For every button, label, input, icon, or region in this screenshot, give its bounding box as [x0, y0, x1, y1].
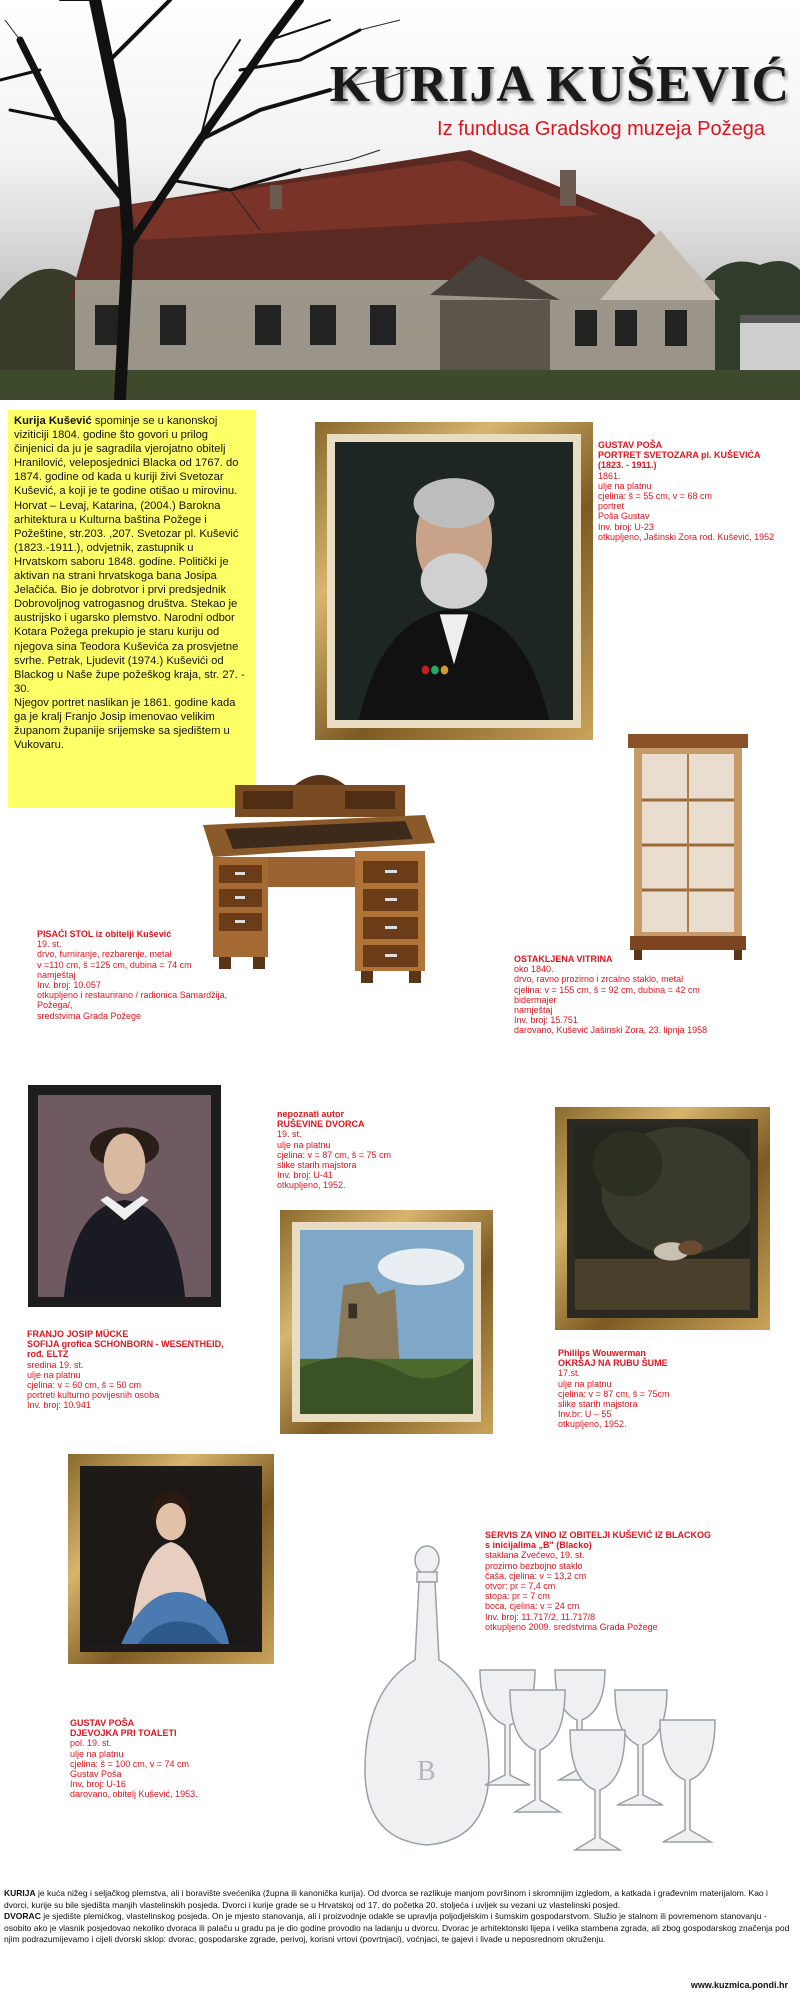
caption-line: PORTRET SVETOZARA pl. KUŠEVIĆA [598, 450, 761, 461]
caption-line: 1861. [598, 470, 621, 481]
caption-line: sredstvima Grada Požege [37, 1010, 142, 1021]
caption-line: pol. 19. st. [70, 1738, 112, 1749]
kurija-lead: KURIJA [4, 1888, 36, 1898]
intro-text-box [8, 410, 256, 808]
caption-line: portreti kulturno povijesnih osoba [27, 1390, 160, 1401]
caption-line: v =110 cm, š =125 cm, dubina = 74 cm [37, 959, 192, 970]
caption-line: otkupljeno, 1952. [277, 1180, 346, 1191]
caption-line: rođ. ELTZ [27, 1349, 69, 1360]
caption-line: bidermajer [514, 994, 557, 1005]
glass-cabinet-image [620, 730, 755, 965]
header-photo [0, 0, 800, 400]
website-link[interactable]: www.kuzmica.pondi.hr [690, 1980, 788, 1990]
intro-lead: Kurija Kušević [14, 415, 92, 427]
caption-line: ulje na platnu [70, 1748, 124, 1759]
caption-line: slike starih majstora [277, 1160, 357, 1171]
caption-line: OKRŠAJ NA RUBU ŠUME [558, 1358, 668, 1369]
caption-svetozar [598, 440, 774, 542]
portrait-sofija-frame [28, 1085, 221, 1307]
caption-line: darovano, obitelj Kušević, 1953. [70, 1789, 198, 1800]
caption-line: SOFIJA grofica SCHONBORN - WESENTHEID, [27, 1339, 224, 1350]
caption-line: ulje na platnu [27, 1369, 81, 1380]
caption-line: čaša, cjelina: v = 13,2 cm [485, 1570, 587, 1581]
caption-line: otkupljeno 2009. sredstvima Grada Požege [485, 1621, 658, 1632]
caption-line: Phililps Wouwerman [558, 1348, 646, 1358]
painting-ruins-frame [280, 1210, 493, 1434]
caption-line: 19. st. [37, 939, 62, 950]
dvorac-lead: DVORAC [4, 1911, 41, 1922]
caption-line: RUŠEVINE DVORCA [277, 1119, 365, 1130]
dvorac-definition [4, 1911, 794, 1946]
caption-line: GUSTAV POŠA [598, 440, 663, 450]
caption-line: Inv. broj: 10.057 [37, 980, 101, 991]
caption-line: oko 1840. [514, 964, 554, 975]
caption-line: Inv. broj: U-41 [277, 1170, 333, 1181]
caption-line: Inv. broj: U-23 [598, 521, 654, 532]
caption-line: FRANJO JOSIP MÜCKE [27, 1329, 129, 1339]
caption-line: Inv. broj: 11.717/2, 11.717/8 [485, 1611, 596, 1622]
caption-line: otkupljeno, Jašinski Zora rod. Kušević, 1952 [598, 531, 775, 542]
caption-line: SERVIS ZA VINO IZ OBITELJI KUŠEVIĆ IZ BLACKOG [485, 1530, 712, 1540]
caption-line: darovano, Kušević Jašinski Zora, 23. lipnja 1958 [514, 1025, 708, 1036]
writing-desk-image [195, 765, 440, 1010]
caption-line: cjelina: v = 60 cm, š = 50 cm [27, 1380, 142, 1391]
caption-line: stopa: pr = 7 cm [485, 1591, 550, 1602]
intro-body-3: županom županije srijemske sa sjedištem u Vukovaru. [14, 725, 230, 752]
caption-line: namještaj [37, 969, 76, 980]
painting-ruins-image [300, 1230, 473, 1414]
caption-line: 17.st. [558, 1368, 581, 1379]
caption-line: drvo, ravno prozirno i zrcalno staklo, metal [514, 974, 684, 985]
caption-vitrine [514, 954, 707, 1036]
caption-line: 19. st. [277, 1129, 302, 1140]
caption-line: Inv. broj: 10.941 [27, 1400, 91, 1411]
painting-djevojka-image [88, 1474, 254, 1644]
caption-line: Inv. broj: 15.751 [514, 1015, 578, 1026]
dvorac-text: je sjedište plemićkog, vlastelinskog posjeda. On je mjesto stanovanja, ali i proizvodnje odakle se upravlja poljodjelskim i šumskim gospodarstvom. Služio je stalnom ili povremenom stanovanju - osobito ako je vlasnik posjedovao nekoliko dvoraca ili palaču u gradu pa je dio godine provodio na ladanju u dvorcu. Dvorac je arhitektonski lijepa i velika stambena zgrada, ali zbog gospodarskog značenja pod njim podrazumijevamo i cijeli dvorski sklop: dvorac, gospodarske zgrade, perivoj, korisni vrtovi (povrtnjaci), voćnjaci, te gajevi i livade u neposrednom okruženju. [4, 1911, 790, 1945]
intro-body-2: Njegov portret naslikan je 1861. godine kada ga je kralj Franjo Josip imenovao velikim [14, 696, 236, 723]
caption-line: Gustav Poša [70, 1769, 122, 1780]
caption-sofija [27, 1329, 224, 1411]
page-title: KURIJA KUŠEVIĆ [329, 56, 790, 113]
caption-line: portret [598, 501, 625, 512]
kurija-text: je kuća nižeg i seljačkog plemstva, ali i boravište svećenika (župna ili kanonička kurija). Od dvorca se razlikuje manjom površinom i skromnijim izgledom, a katkada i građevnim materijalom. Kao i dvorci, kurije su bile sjedišta manjih vlastelinskih posjeda. Dvorci i kurije grade se u Hrvatskoj od 17. do početka 20. stoljeća i uvijek su vezani uz vlastelinski posjed. [4, 1888, 768, 1910]
caption-line: Inv. broj: U-16 [70, 1779, 126, 1790]
svg-text:B: B [417, 1756, 436, 1787]
caption-line: (1823. - 1911.) [598, 460, 657, 471]
caption-line: staklana Zvečevo, 19. st. [485, 1550, 585, 1561]
caption-line: ulje na platnu [558, 1378, 612, 1389]
caption-desk [37, 929, 227, 1021]
kurija-definition [4, 1888, 794, 1911]
caption-line: sredina 19. st. [27, 1359, 84, 1370]
caption-line: namještaj [514, 1005, 553, 1016]
caption-line: cjelina: v = 155 cm, š = 92 cm, dubina = 42 cm [514, 984, 700, 995]
caption-line: cjelina: v = 87 cm, š = 75 cm [277, 1149, 392, 1160]
caption-line: Inv.br: U – 55 [558, 1409, 612, 1420]
caption-line: OSTAKLJENA VITRINA [514, 954, 613, 964]
caption-line: ulje na platnu [277, 1139, 331, 1150]
caption-ruins [277, 1109, 391, 1191]
caption-line: boca, cjelina: v = 24 cm [485, 1601, 580, 1612]
caption-line: otkupljeno i restaurirano / radionica Samardžija, [37, 990, 228, 1001]
caption-line: cjelina: v = 87 cm, š = 75cm [558, 1388, 670, 1399]
caption-line: slike starih majstora [558, 1399, 638, 1410]
caption-line: drvo, furniranje, rezbarenje, metal [37, 949, 172, 960]
intro-body: spominje se u kanonskoj viziticiji 1804. godine što govori u prilog činjenici da ju je sagradila vjerojatno obitelj Hranilović, veleposjednici Blacka od 1767. do 1874. godine od kada u kuriji živi Svetozar Kušević, a koji je te godine otišao u mirovinu. Horvat – Levaj, Katarina, (2004.) Barokna arhitektura u Kulturna baština Požege i Požeštine, str.203. ,207. Svetozar pl. Kušević (1823.-1911.), odvjetnik, zastupnik u Hrvatskom saboru 1848. godine. Politički je aktivan na strani hrvatskoga bana Josipa Jelačića. Bio je dobrotvor i prvi predsjednik Dobrovoljnog vatrogasnog društva. Stekao je austrijsko i ugarsko plemstvo. Narodni odbor Kotara Požega prekupio je staru kuriju od njegova sina Teodora Kuševića za prosvjetne svrhe. Petrak, Ljudevit (1974.) Kuševići od Blackog u Naše župe požeškog kraja, str. 27. - 30. [14, 415, 245, 695]
caption-line: prozirno bezbojno staklo [485, 1560, 583, 1571]
painting-djevojka-frame [68, 1454, 274, 1664]
caption-line: otvor: pr = 7,4 cm [485, 1581, 556, 1592]
portrait-sofija-image [38, 1095, 211, 1297]
caption-line: PISAĆI STOL iz obitelji Kušević [37, 929, 172, 939]
caption-line: cjelina: š = 100 cm, v = 74 cm [70, 1758, 190, 1769]
caption-line: Požega/, [37, 1000, 73, 1011]
portrait-svetozar-image [335, 442, 573, 720]
caption-line: cjelina: š = 55 cm, v = 68 cm [598, 491, 713, 502]
caption-line: DJEVOJKA PRI TOALETI [70, 1728, 177, 1739]
portrait-svetozar-frame [315, 422, 593, 740]
caption-line: s inicijalima „B" (Blacko) [485, 1540, 592, 1551]
caption-line: Poša Gustav [598, 511, 650, 522]
page-subtitle: Iz fundusa Gradskog muzeja Požega [437, 118, 765, 140]
caption-line: ulje na platnu [598, 480, 652, 491]
caption-line: otkupljeno, 1952. [558, 1419, 627, 1430]
caption-okrsaj [558, 1348, 670, 1430]
painting-okrsaj-frame [555, 1107, 770, 1330]
painting-okrsaj-image [575, 1127, 750, 1310]
wine-set-image [355, 1540, 745, 1870]
bottom-definitions [4, 1888, 794, 1946]
caption-line: nepoznati autor [277, 1109, 344, 1119]
caption-line: GUSTAV POŠA [70, 1718, 135, 1728]
caption-djevojka [70, 1718, 198, 1800]
